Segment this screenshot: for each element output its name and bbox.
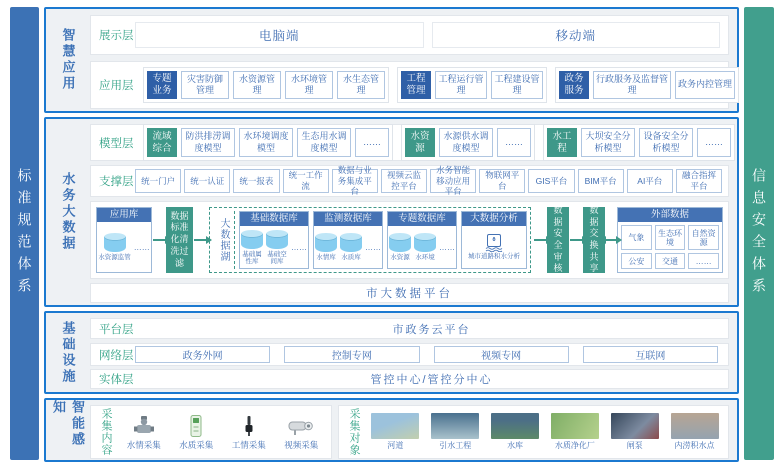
group-gov-service	[555, 67, 739, 104]
support-layer-label: 支撑层	[99, 176, 134, 188]
support-item: BIM平台	[578, 169, 624, 193]
collect-target-item: 引水工程	[427, 413, 484, 451]
engineering-mgmt-tag: 工程管理	[401, 71, 431, 100]
section-smart-application	[44, 7, 739, 113]
section-label-smart-application: 智慧应用	[60, 28, 76, 92]
network-layer-label: 网络层	[99, 349, 134, 362]
database-cylinder-icon	[414, 237, 436, 252]
application-layer-label: 应用层	[99, 80, 134, 92]
application-db-cylinder: 水资源监管	[98, 232, 131, 261]
arrow-right-icon	[194, 239, 206, 241]
support-item: 统一认证	[184, 169, 230, 193]
basic-db-box: 基础数据库 基础属性库 基础空间库 ……	[239, 211, 309, 269]
platform-layer-row	[90, 318, 729, 339]
section-label-smart-sensing: 智能感知	[51, 400, 85, 448]
standards-system-label: 标准规范体系	[16, 167, 33, 300]
section-smart-sensing	[44, 398, 739, 462]
external-item: 交通	[655, 253, 686, 269]
group-topic-business	[143, 67, 389, 104]
display-layer-label: 展示层	[99, 30, 134, 42]
ellipsis: ……	[291, 242, 307, 252]
collect-target-item: 河道	[367, 413, 424, 451]
security-system-label: 信息安全体系	[751, 167, 767, 300]
application-layer-row	[90, 61, 732, 109]
support-item: 视频云监控平台	[381, 169, 427, 193]
entity-layer-row	[90, 369, 729, 389]
model-item: 生态用水调度模型	[297, 128, 351, 157]
external-item: ……	[688, 253, 719, 269]
model-item: 防洪排涝调度模型	[181, 128, 235, 157]
database-cylinder-icon	[241, 234, 263, 249]
support-items	[135, 165, 722, 197]
support-item: 物联网平台	[479, 169, 525, 193]
data-flow-panel	[90, 201, 729, 279]
support-item: 水务智能移动应用平台	[430, 169, 476, 193]
arrow-right-icon	[570, 239, 582, 241]
database-cylinder-icon	[315, 237, 337, 252]
application-db-box	[96, 207, 152, 273]
flood-analysis-icon	[484, 234, 504, 252]
database-cylinder-icon	[104, 237, 126, 252]
control-center: 管控中心/管控分中心	[370, 374, 493, 386]
data-exchange-box: 数据交换共享	[583, 207, 605, 273]
support-item: 数据与业务集成平台	[332, 169, 378, 193]
model-item: 水源供水调度模型	[439, 128, 493, 157]
group-engineering-mgmt	[397, 67, 547, 104]
support-item: GIS平台	[528, 169, 574, 193]
network-layer-row	[90, 343, 729, 366]
collect-content-item: 水情采集	[119, 414, 169, 451]
support-item: 融合指挥平台	[676, 169, 722, 193]
model-item: 大坝安全分析模型	[581, 128, 635, 157]
db-cylinder: 水环境	[414, 232, 436, 261]
db-cylinder: 基础空间库	[266, 229, 288, 266]
model-layer-label: 模型层	[99, 137, 134, 150]
sluice-pump-photo	[611, 413, 659, 439]
camera-icon	[288, 414, 314, 438]
model-item-more: ……	[355, 128, 389, 157]
group-water-engineering	[543, 124, 735, 161]
external-item: 生态环境	[655, 225, 686, 250]
thematic-db-box: 专题数据库 水资源 水环境 ……	[387, 211, 457, 269]
gov-service-tag: 政务服务	[559, 71, 589, 100]
security-system-pillar	[744, 7, 774, 460]
gov-cloud-platform: 市政务云平台	[392, 323, 471, 336]
pc-terminal: 电脑端	[135, 22, 424, 48]
db-cylinder: 水资源	[389, 232, 411, 261]
ellipsis: ……	[439, 242, 455, 252]
support-layer-row	[90, 165, 729, 197]
river-photo	[371, 413, 419, 439]
waterlogging-point-photo	[671, 413, 719, 439]
support-item: 统一门户	[135, 169, 181, 193]
model-layer-row	[90, 124, 729, 161]
external-item: 公安	[621, 253, 652, 269]
collect-content-item: 视频采集	[277, 414, 327, 451]
section-label-water-bigdata: 水务大数据	[60, 172, 76, 252]
network-item: 政务外网	[135, 346, 270, 363]
database-cylinder-icon	[389, 237, 411, 252]
model-item-more: ……	[697, 128, 731, 157]
section-label-infrastructure: 基础设施	[60, 320, 76, 385]
data-lake-label: 大数据湖	[213, 211, 235, 269]
app-item: 水资源管理	[233, 71, 281, 100]
reservoir-photo	[491, 413, 539, 439]
arrow-both-icon	[606, 239, 616, 241]
application-db-title: 应用库	[97, 208, 151, 222]
db-cylinder: 水质库	[340, 232, 362, 261]
model-item: 设备安全分析模型	[639, 128, 693, 157]
flow-meter-icon	[132, 414, 156, 438]
app-item: 水生态管理	[337, 71, 385, 100]
app-item: 工程建设管理	[491, 71, 543, 100]
arrow-right-icon	[153, 239, 165, 241]
collect-target-item: 水质净化厂	[546, 413, 603, 451]
database-cylinder-icon	[266, 234, 288, 249]
standards-system-pillar	[10, 7, 39, 460]
city-bigdata-platform-bar: 市大数据平台	[90, 283, 729, 303]
water-quality-device-icon	[184, 414, 208, 438]
group-water-resource	[401, 124, 535, 161]
collect-targets-label: 采集对象	[348, 408, 360, 456]
data-cleansing-box: 数据标准化清洗过滤	[166, 207, 193, 273]
bigdata-analysis-box: 大数据分析 城市道路积水分析	[461, 211, 527, 269]
analysis-item: 城市道路积水分析	[468, 252, 520, 260]
support-item: AI平台	[627, 169, 673, 193]
model-item-more: ……	[497, 128, 531, 157]
section-water-bigdata	[44, 117, 739, 307]
entity-layer-label: 实体层	[99, 374, 134, 386]
db-cylinder: 水情库	[315, 232, 337, 261]
water-diversion-photo	[431, 413, 479, 439]
ellipsis: ……	[365, 242, 381, 252]
water-engineering-tag: 水工程	[547, 128, 577, 157]
model-item: 水环境调度模型	[239, 128, 293, 157]
basin-tag: 流域综合	[147, 128, 177, 157]
data-lake-box	[209, 207, 531, 273]
collect-target-item: 水库	[487, 413, 544, 451]
arrow-right-icon	[534, 239, 546, 241]
support-item: 统一报表	[233, 169, 279, 193]
mobile-terminal: 移动端	[432, 22, 721, 48]
app-item: 行政服务及监督管理	[593, 71, 671, 100]
network-item: 控制专网	[284, 346, 419, 363]
ellipsis: ……	[133, 242, 150, 252]
app-item: 工程运行管理	[435, 71, 487, 100]
app-item: 政务内控管理	[675, 71, 735, 100]
platform-layer-label: 平台层	[99, 323, 134, 336]
external-data-box: 外部数据 气象 生态环境 自然资源 公安 交通 ……	[617, 207, 723, 273]
app-item: 水环境管理	[285, 71, 333, 100]
water-resource-tag: 水资源	[405, 128, 435, 157]
group-basin	[143, 124, 393, 161]
pressure-sensor-icon	[237, 414, 261, 438]
collect-target-item: 内涝积水点	[666, 413, 723, 451]
data-security-audit-box: 数据安全审核	[547, 207, 569, 273]
purification-plant-photo	[551, 413, 599, 439]
monitoring-db-box: 监测数据库 水情库 水质库 ……	[313, 211, 383, 269]
collect-target-item: 闸泵	[606, 413, 663, 451]
topic-business-tag: 专题业务	[147, 71, 177, 100]
collect-content-box	[90, 405, 332, 459]
section-infrastructure	[44, 311, 739, 394]
external-item: 气象	[621, 225, 652, 250]
app-item: 灾害防御管理	[181, 71, 229, 100]
support-item: 统一工作流	[283, 169, 329, 193]
collect-content-item: 工情采集	[224, 414, 274, 451]
collect-content-label: 采集内容	[100, 408, 112, 456]
network-item: 视频专网	[434, 346, 569, 363]
external-item: 自然资源	[688, 225, 719, 250]
database-cylinder-icon	[340, 237, 362, 252]
db-cylinder: 基础属性库	[241, 229, 263, 266]
collect-targets-box	[338, 405, 729, 459]
network-item: 互联网	[583, 346, 718, 363]
display-layer-row	[90, 15, 729, 55]
collect-content-item: 水质采集	[172, 414, 222, 451]
